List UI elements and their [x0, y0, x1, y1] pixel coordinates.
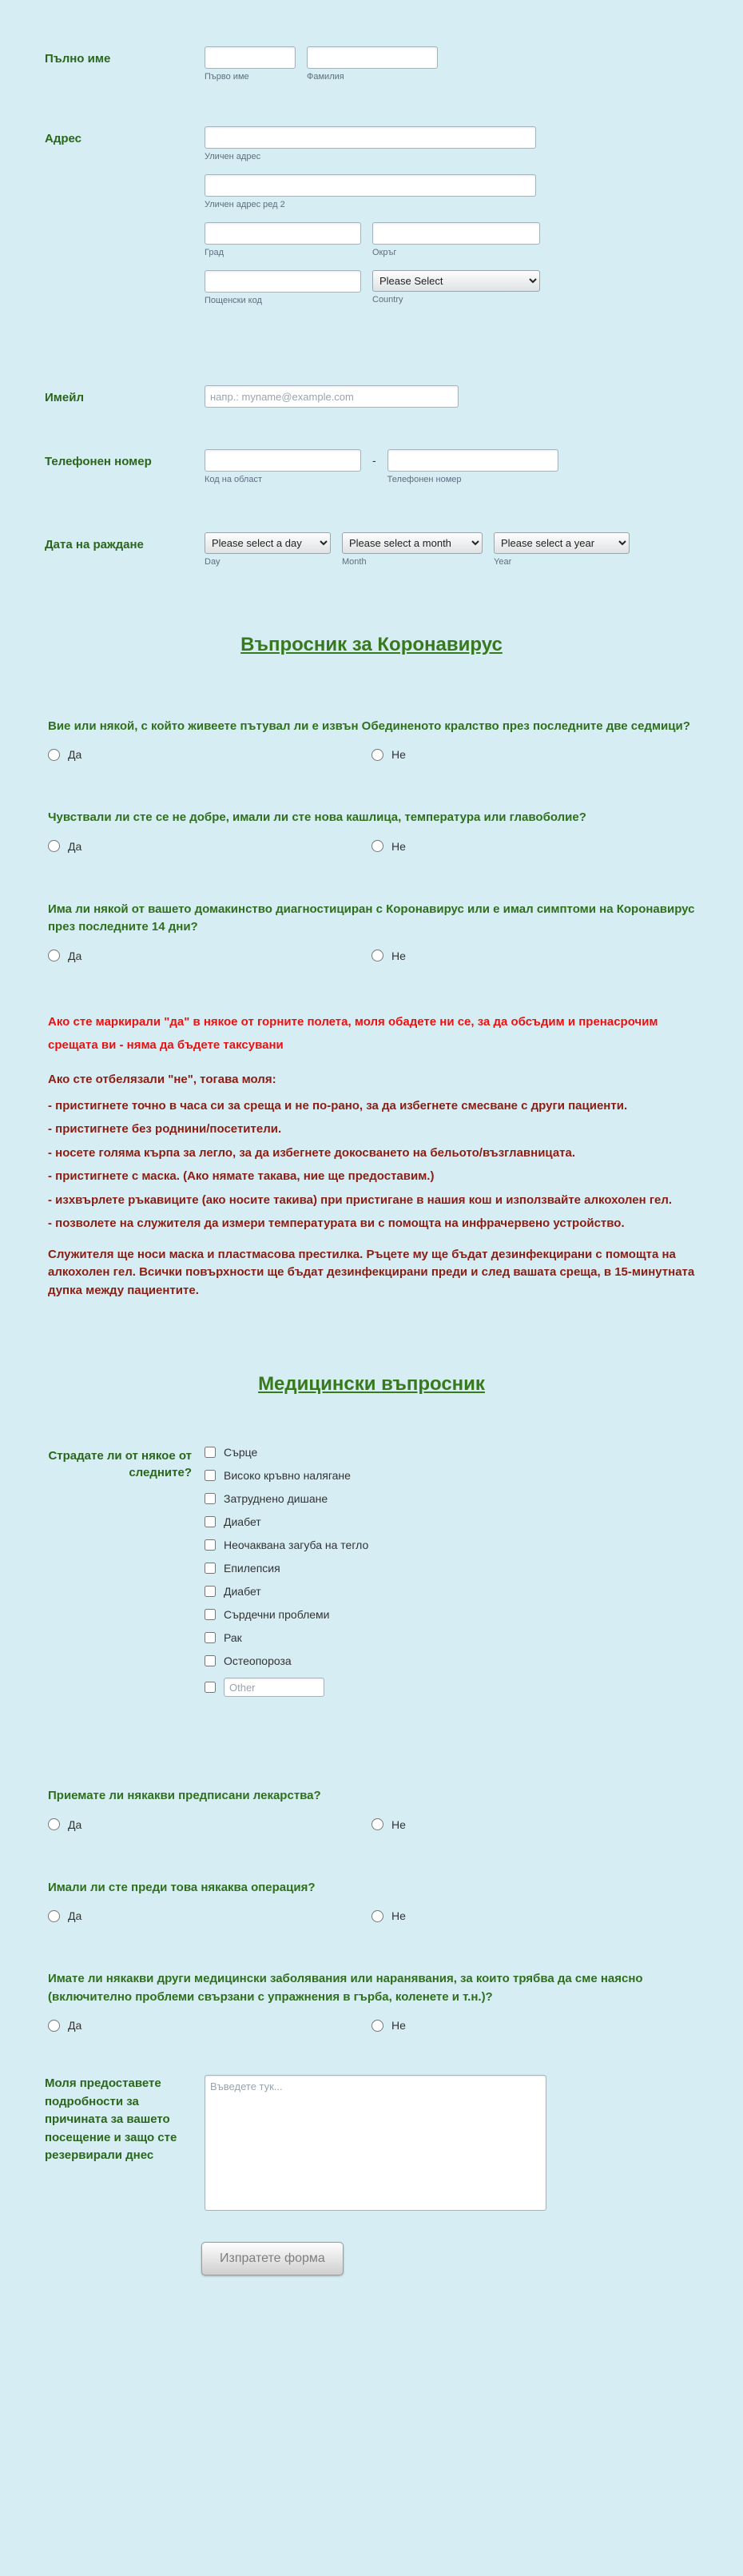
condition-option-6[interactable]	[205, 1585, 719, 1598]
covid-instruction-item: - позволете на служителя да измери температурата ви с помощта на инфрачервено устройство.	[48, 1216, 625, 1231]
covid-q1-option-yes[interactable]	[48, 748, 372, 761]
condition-label-4[interactable]: Неочаквана загуба на тегло	[224, 1539, 369, 1552]
condition-option-9[interactable]	[205, 1654, 719, 1667]
visit-details-textarea[interactable]	[205, 2075, 546, 2211]
covid-q2-no-label[interactable]: Не	[391, 839, 406, 853]
medical-q1-option-yes[interactable]	[48, 1818, 372, 1831]
postal-code-input[interactable]	[205, 270, 361, 293]
medical-q2-option-no[interactable]	[372, 1909, 695, 1922]
field-visit-details	[0, 2075, 743, 2215]
covid-q3-yes-radio[interactable]	[48, 950, 60, 962]
field-email	[0, 385, 743, 408]
condition-label-0[interactable]: Сърце	[224, 1446, 258, 1459]
phone-number-sublabel: Телефонен номер	[387, 475, 462, 484]
field-full-name	[0, 46, 743, 82]
condition-checkbox-7[interactable]	[205, 1609, 216, 1620]
medical-question-1-text: Приемате ли някакви предписани лекарства?	[48, 1789, 321, 1803]
visit-details-label: Моля предоставете подробности за причината за вашето посещение и защо сте резервирали днес	[45, 2076, 177, 2163]
medical-q2-option-yes[interactable]	[48, 1909, 372, 1922]
condition-checkbox-5[interactable]	[205, 1563, 216, 1574]
birth-month-select[interactable]	[342, 532, 483, 554]
medical-q1-no-radio[interactable]	[372, 1818, 383, 1830]
birthdate-label: Дата на раждане	[45, 538, 144, 551]
covid-q2-yes-label[interactable]: Да	[68, 839, 82, 853]
submit-row	[0, 2242, 743, 2275]
medical-q2-no-radio[interactable]	[372, 1910, 383, 1922]
covid-question-2-text: Чувствали ли сте се не добре, имали ли сте нова кашлица, температура или главоболие?	[48, 810, 586, 825]
first-name-input[interactable]	[205, 46, 296, 69]
birth-year-sublabel: Year	[494, 557, 512, 567]
medical-q3-no-radio[interactable]	[372, 2020, 383, 2032]
street-address-input[interactable]	[205, 126, 536, 149]
full-name-label: Пълно име	[45, 52, 111, 66]
condition-checkbox-8[interactable]	[205, 1632, 216, 1643]
country-sublabel: Country	[372, 295, 403, 305]
condition-option-5[interactable]	[205, 1562, 719, 1575]
condition-option-3[interactable]	[205, 1515, 719, 1528]
covid-q3-yes-label[interactable]: Да	[68, 949, 82, 962]
covid-q1-yes-label[interactable]: Да	[68, 748, 82, 762]
postal-code-sublabel: Пощенски код	[205, 296, 262, 305]
medical-question-3-text: Имате ли някакви други медицински заболявания или наранявания, за които трябва да сме наясно (включително проблеми свързани с упражнения в гърба, коленете и т.н.)?	[48, 1972, 643, 2004]
phone-separator: -	[372, 454, 376, 467]
medical-q3-yes-label[interactable]: Да	[68, 2019, 82, 2033]
condition-label-8[interactable]: Рак	[224, 1631, 242, 1645]
covid-instructions	[0, 1071, 743, 1300]
condition-option-0[interactable]	[205, 1446, 719, 1459]
medical-section-heading: Медицински въпросник	[258, 1373, 485, 1395]
field-address	[0, 126, 743, 305]
birth-day-sublabel: Day	[205, 557, 221, 567]
condition-label-2[interactable]: Затруднено дишане	[224, 1492, 328, 1506]
medical-q2-no-label[interactable]: Не	[391, 1909, 406, 1923]
covid-q3-option-yes[interactable]	[48, 950, 372, 962]
covid-question-1-text: Вие или някой, с който живеете пътувал ли е извън Обединеното кралство през последните две седмици?	[48, 719, 690, 733]
covid-section-heading: Въпросник за Коронавирус	[240, 634, 503, 655]
field-birthdate	[0, 532, 743, 567]
area-code-input[interactable]	[205, 449, 361, 472]
medical-question-2-text: Имали ли сте преди това някаква операция?	[48, 1880, 316, 1894]
covid-q1-no-label[interactable]: Не	[391, 748, 406, 762]
medical-question-1	[0, 1787, 743, 1831]
covid-q2-option-no[interactable]	[372, 840, 695, 853]
condition-checkbox-0[interactable]	[205, 1447, 216, 1458]
condition-label-3[interactable]: Диабет	[224, 1515, 261, 1529]
medical-q3-yes-radio[interactable]	[48, 2020, 60, 2032]
street-address2-input[interactable]	[205, 174, 536, 197]
covid-q1-option-no[interactable]	[372, 748, 695, 761]
medical-question-2	[0, 1879, 743, 1923]
medical-q3-option-no[interactable]	[372, 2019, 695, 2032]
medical-q3-option-yes[interactable]	[48, 2019, 372, 2032]
condition-label-1[interactable]: Високо кръвно налягане	[224, 1469, 351, 1483]
covid-question-2	[0, 809, 743, 853]
covid-q2-option-yes[interactable]	[48, 840, 372, 853]
email-input[interactable]	[205, 385, 459, 408]
covid-q2-no-radio[interactable]	[372, 840, 383, 852]
state-input[interactable]	[372, 222, 540, 245]
condition-option-7[interactable]	[205, 1608, 719, 1621]
covid-q3-no-label[interactable]: Не	[391, 949, 406, 962]
conditions-label: Страдате ли от някое от следните?	[48, 1449, 192, 1480]
medical-q1-option-no[interactable]	[372, 1818, 695, 1831]
medical-q1-yes-radio[interactable]	[48, 1818, 60, 1830]
submit-button[interactable]: Изпратете форма	[201, 2242, 344, 2275]
condition-checkbox-6[interactable]	[205, 1586, 216, 1597]
condition-option-8[interactable]	[205, 1631, 719, 1644]
covid-q1-yes-radio[interactable]	[48, 749, 60, 761]
condition-option-1[interactable]	[205, 1469, 719, 1482]
covid-q3-no-radio[interactable]	[372, 950, 383, 962]
street-address2-sublabel: Уличен адрес ред 2	[205, 200, 285, 209]
address-label: Адрес	[45, 132, 82, 145]
condition-label-9[interactable]: Остеопороза	[224, 1654, 292, 1668]
area-code-sublabel: Код на област	[205, 475, 263, 484]
first-name-sublabel: Първо име	[205, 72, 249, 82]
covid-question-3-text: Има ли някой от вашето домакинство диагностициран с Коронавирус или е имал симптоми на Коронавирус през последните 14 дни?	[48, 902, 695, 934]
condition-checkbox-4[interactable]	[205, 1539, 216, 1551]
condition-other-checkbox[interactable]	[205, 1682, 216, 1693]
condition-label-7[interactable]: Сърдечни проблеми	[224, 1608, 330, 1622]
city-sublabel: Град	[205, 248, 224, 257]
condition-label-5[interactable]: Епилепсия	[224, 1562, 280, 1575]
condition-checkbox-9[interactable]	[205, 1655, 216, 1666]
medical-q1-yes-label[interactable]: Да	[68, 1818, 82, 1831]
condition-checkbox-1[interactable]	[205, 1470, 216, 1481]
street-address-sublabel: Уличен адрес	[205, 152, 261, 161]
birth-month-sublabel: Month	[342, 557, 367, 567]
covid-warning-text: Ако сте маркирали "да" в някое от горните полета, моля обадете ни се, за да обсъдим и пренасрочим срещата ви - няма да бъдете таксувани	[48, 1014, 658, 1053]
condition-option-2[interactable]	[205, 1492, 719, 1505]
covid-instructions-intro: Ако сте отбелязали "не", тогава моля:	[48, 1073, 276, 1087]
last-name-sublabel: Фамилия	[307, 72, 344, 82]
phone-number-input[interactable]	[387, 449, 558, 472]
covid-q3-option-no[interactable]	[372, 950, 695, 962]
state-sublabel: Окръг	[372, 248, 397, 257]
birth-year-select[interactable]	[494, 532, 630, 554]
medical-q1-no-label[interactable]: Не	[391, 1818, 406, 1831]
field-phone	[0, 449, 743, 484]
field-conditions	[0, 1446, 743, 1707]
covid-instruction-item: - изхвърлете ръкавиците (ако носите такива) при пристигане в нашия кош и използвайте алкохолен гел.	[48, 1192, 673, 1207]
covid-q2-yes-radio[interactable]	[48, 840, 60, 852]
condition-checkbox-3[interactable]	[205, 1516, 216, 1527]
condition-other-input[interactable]	[224, 1678, 324, 1697]
medical-question-3	[0, 1970, 743, 2032]
medical-q2-yes-label[interactable]: Да	[68, 1909, 82, 1923]
condition-option-4[interactable]	[205, 1539, 719, 1551]
covid-q1-no-radio[interactable]	[372, 749, 383, 761]
city-input[interactable]	[205, 222, 361, 245]
covid-instruction-item: - носете голяма кърпа за легло, за да избегнете докосването на бельото/възглавницата.	[48, 1145, 576, 1160]
birth-day-select[interactable]	[205, 532, 331, 554]
condition-label-6[interactable]: Диабет	[224, 1585, 261, 1599]
email-label: Имейл	[45, 391, 84, 404]
covid-instructions-outro: Служителя ще носи маска и пластмасова престилка. Ръцете му ще бъдат дезинфекцирани с помощта на алкохолен гел. Всички повърхности ще бъдат дезинфекцирани преди и след вашата среща, в 15-минутната дупка между пациентите.	[48, 1247, 695, 1297]
covid-question-3	[0, 901, 743, 962]
condition-option-other	[205, 1678, 719, 1697]
medical-q2-yes-radio[interactable]	[48, 1910, 60, 1922]
country-select[interactable]	[372, 270, 540, 292]
condition-checkbox-2[interactable]	[205, 1493, 216, 1504]
phone-label: Телефонен номер	[45, 455, 152, 468]
covid-instruction-item: - пристигнете точно в часа си за среща и не по-рано, за да избегнете смесване с други пациенти.	[48, 1098, 628, 1113]
last-name-input[interactable]	[307, 46, 438, 69]
covid-question-1	[0, 718, 743, 762]
covid-instruction-item: - пристигнете без роднини/посетители.	[48, 1122, 282, 1137]
medical-q3-no-label[interactable]: Не	[391, 2019, 406, 2033]
covid-instruction-item: - пристигнете с маска. (Ако нямате такава, ние ще предоставим.)	[48, 1169, 435, 1184]
